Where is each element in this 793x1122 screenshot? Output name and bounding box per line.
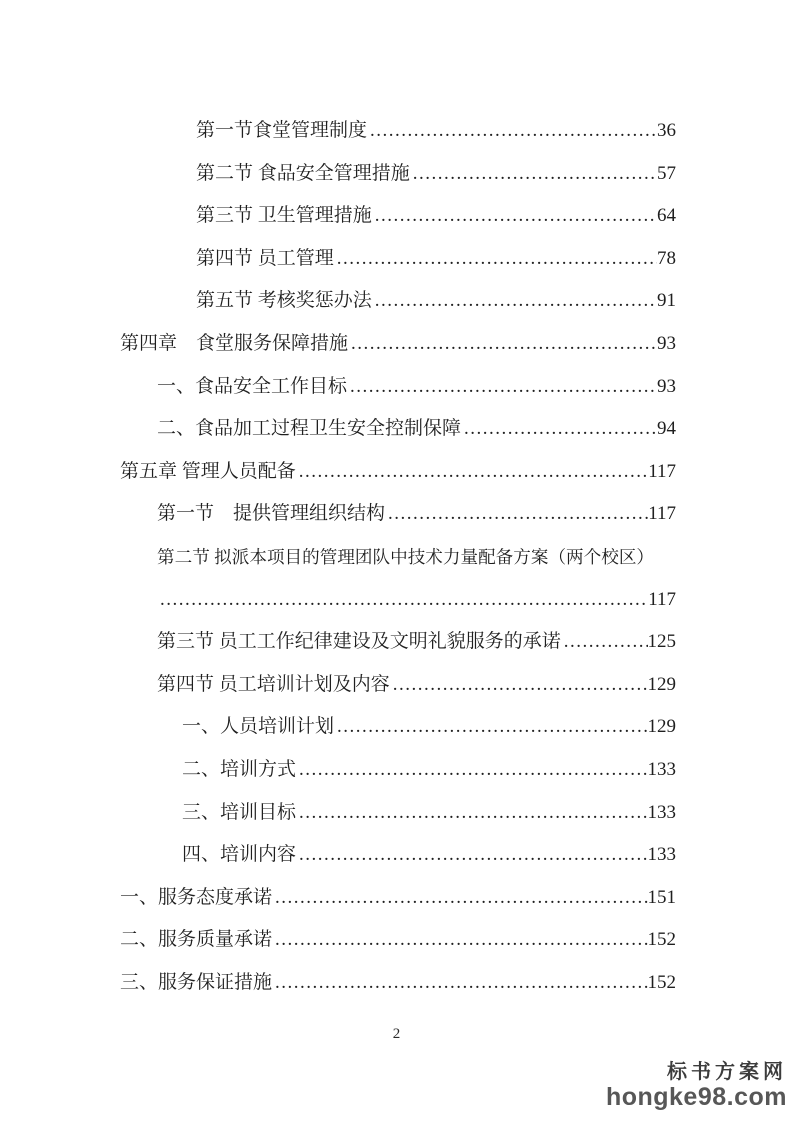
toc-entry-page: 64 (657, 205, 676, 227)
toc-entry-label: 第一节 提供管理组织结构 (157, 503, 386, 525)
toc-entry-page: 125 (647, 631, 676, 653)
toc-entry-page: 78 (657, 247, 676, 269)
toc-entry-page: 133 (647, 844, 676, 866)
toc-leader-dots (561, 621, 648, 664)
watermark-site-name: 标书方案网 (667, 1061, 787, 1083)
toc-entry-page: 93 (657, 375, 676, 397)
toc-entry-label: 第二节 食品安全管理措施 (196, 162, 410, 184)
toc-entry (120, 408, 676, 451)
toc-entry-page: 152 (647, 971, 676, 993)
toc-entry (120, 238, 676, 281)
toc-entry-page: 93 (657, 332, 676, 354)
toc-entry (120, 366, 676, 409)
toc-leader-dots (296, 749, 647, 792)
toc-entry-label: 一、人员培训计划 (182, 716, 335, 738)
toc-entry-label: 二、食品加工过程卫生安全控制保障 (157, 418, 462, 440)
toc-entry-label: 一、食品安全工作目标 (157, 375, 348, 397)
toc-entry-page: 36 (657, 120, 676, 141)
toc-entry (120, 536, 676, 579)
toc-entry (120, 493, 676, 536)
toc-entry (120, 579, 676, 622)
toc-entry-page: 117 (648, 460, 676, 482)
toc-entry-label: 第四节 员工培训计划及内容 (157, 673, 390, 695)
toc-leader-dots (272, 962, 647, 1005)
toc-entry-label: 三、服务保证措施 (120, 971, 273, 993)
toc-entry (120, 919, 676, 962)
toc-entry-page: 129 (647, 716, 676, 738)
toc-leader-dots (348, 323, 657, 366)
toc-leader-dots (372, 280, 657, 323)
toc-leader-dots (272, 919, 647, 962)
watermark-site-url: hongke98.com (605, 1082, 787, 1111)
toc-entry (120, 962, 676, 1005)
page-number: 2 (392, 1026, 401, 1042)
toc-entry-label: 二、服务质量承诺 (120, 929, 273, 951)
toc-entry (120, 877, 676, 920)
toc-entry (120, 195, 676, 238)
toc-entry-label: 三、培训目标 (182, 801, 297, 823)
toc-entry-page: 57 (657, 162, 676, 184)
toc-leader-dots (385, 493, 648, 536)
toc-entry-page: 133 (647, 758, 676, 780)
toc-entry (120, 280, 676, 323)
toc-entry (120, 834, 676, 877)
toc-entry (120, 792, 676, 835)
toc-entry (120, 706, 676, 749)
toc-leader-dots (296, 451, 648, 494)
toc-entry-page: 117 (648, 503, 676, 525)
toc-entry-label: 第四章 食堂服务保障措施 (120, 332, 349, 354)
toc-leader-dots (367, 110, 657, 153)
toc-entry-label: 四、培训内容 (182, 844, 297, 866)
toc-leader-dots (334, 706, 647, 749)
toc-leader-dots (461, 408, 657, 451)
toc-entry (120, 451, 676, 494)
watermark (606, 1062, 787, 1111)
toc-entry-label: 第三节 员工工作纪律建设及文明礼貌服务的承诺 (157, 631, 561, 653)
toc-entry-page: 152 (647, 929, 676, 951)
toc-leader-dots (157, 579, 648, 622)
toc-entry-page: 94 (657, 418, 676, 440)
toc-entry (120, 749, 676, 792)
toc-entry-page: 151 (647, 886, 676, 908)
toc-leader-dots (272, 877, 647, 920)
toc-entry-label: 第一节食堂管理制度 (196, 120, 368, 141)
toc-leader-dots (390, 664, 648, 707)
toc-leader-dots (347, 366, 657, 409)
toc-entry-page: 129 (647, 673, 676, 695)
toc-entry (120, 664, 676, 707)
toc-entry-label: 第五章 管理人员配备 (120, 460, 296, 482)
toc-entry (120, 621, 676, 664)
toc-leader-dots (410, 153, 657, 196)
toc-entry-label: 第五节 考核奖惩办法 (196, 290, 372, 312)
toc-entry (120, 153, 676, 196)
toc-entry (120, 323, 676, 366)
toc-entry-page: 91 (657, 290, 676, 312)
table-of-contents (120, 110, 676, 1004)
toc-leader-dots (296, 792, 647, 835)
toc-entry-label: 一、服务态度承诺 (120, 886, 273, 908)
toc-entry (120, 110, 676, 153)
toc-entry-label: 第四节 员工管理 (196, 247, 334, 269)
toc-entry-label: 第二节 拟派本项目的管理团队中技术力量配备方案（两个校区） (157, 546, 655, 567)
toc-leader-dots (372, 195, 657, 238)
toc-entry-page: 117 (648, 588, 676, 610)
toc-entry-page: 133 (647, 801, 676, 823)
toc-entry-label: 第三节 卫生管理措施 (196, 205, 372, 227)
toc-entry-label: 二、培训方式 (182, 758, 297, 780)
toc-leader-dots (334, 238, 657, 281)
toc-leader-dots (296, 834, 647, 877)
